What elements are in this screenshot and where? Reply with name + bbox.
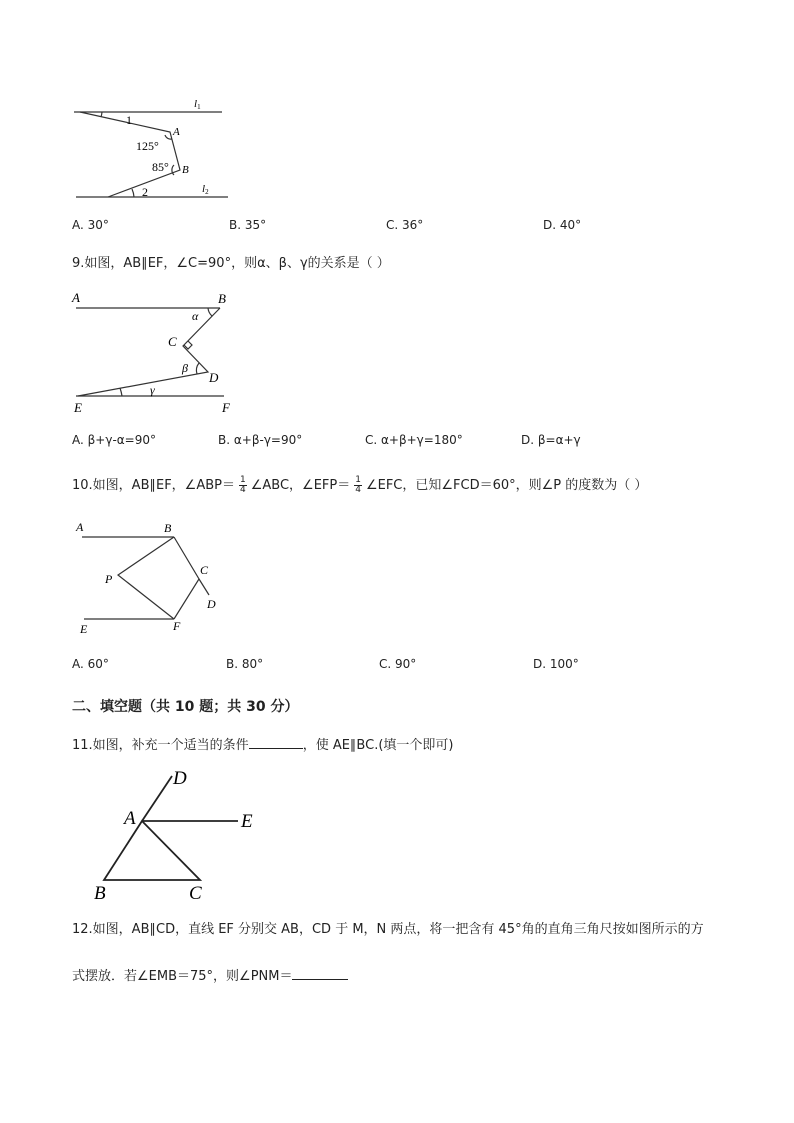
q9-question-text: 9.如图，AB∥EF，∠C=90°，则α、β、γ的关系是（ ）: [72, 256, 390, 271]
angle-2-arc: [132, 189, 134, 197]
label-q11-a: A: [124, 808, 136, 829]
q9-option-c[interactable]: C. α+β+γ=180°: [365, 433, 463, 447]
q9-option-a[interactable]: A. β+γ-α=90°: [72, 433, 157, 447]
label-angle-2: 2: [142, 185, 148, 199]
ray-ad: [142, 776, 172, 821]
angle-alpha-arc: [208, 308, 212, 316]
q8-option-d[interactable]: D. 40°: [543, 218, 582, 232]
section-heading-fill-in: 二、填空题（共 10 题；共 30 分）: [72, 699, 299, 715]
label-q10-e: E: [80, 622, 88, 636]
label-q11-e: E: [241, 811, 253, 832]
label-q10-d: D: [207, 597, 216, 611]
label-q10-c: C: [200, 563, 209, 577]
fraction-one-quarter: $\frac{1}{4}$: [355, 475, 361, 495]
q12-question-line-1: 12.如图，AB∥CD，直线 EF 分别交 AB，CD 于 M，N 两点，将一把含有 45°角的直角三角尺按如图所示的方: [72, 922, 704, 937]
label-q9-d: D: [209, 370, 219, 385]
q10-option-d[interactable]: D. 100°: [533, 657, 579, 671]
triangle-abc: [104, 821, 200, 880]
q8-option-a[interactable]: A. 30°: [72, 218, 109, 232]
segment-cd: [199, 579, 209, 595]
q10-question-text: 10.如图，AB∥EF，∠ABP＝ $\frac{1}{4}$ ∠ABC，∠EFP＝ $\frac{1}{4}$ ∠EFC，已知∠FCD＝60°，则∠P 的度数为（ ）: [72, 475, 648, 495]
figure-q10: [70, 516, 230, 641]
q12-question-line-2: 式摆放．若∠EMB＝75°，则∠PNM＝: [72, 967, 348, 985]
label-angle-b: 85°: [152, 160, 169, 174]
label-angle-1: 1: [126, 113, 132, 127]
figure-q9: [70, 288, 245, 416]
q9-option-b[interactable]: B. α+β-γ=90°: [218, 433, 303, 447]
label-q9-e: E: [74, 400, 82, 415]
path-bpf: [118, 537, 174, 619]
angle-gamma-arc: [120, 388, 122, 396]
label-q10-b: B: [164, 521, 172, 535]
q8-option-c[interactable]: C. 36°: [386, 218, 424, 232]
figure-q8: [70, 95, 240, 205]
label-q10-p: P: [105, 572, 113, 586]
label-q10-f: F: [173, 619, 181, 633]
label-point-b: B: [182, 164, 189, 176]
angle-beta-arc: [196, 363, 199, 374]
zigzag-bcde: [78, 308, 220, 396]
figure-q11: [88, 764, 268, 906]
label-l1: l1: [194, 98, 201, 111]
label-beta: β: [182, 361, 188, 375]
label-q9-f: F: [222, 400, 230, 415]
q11-answer-blank[interactable]: [249, 736, 303, 749]
label-point-a: A: [173, 126, 180, 138]
label-angle-a: 125°: [136, 139, 159, 153]
angle-b-arc: [172, 165, 174, 175]
label-q9-b: B: [218, 291, 226, 306]
q9-option-d[interactable]: D. β=α+γ: [521, 433, 581, 447]
q8-option-b[interactable]: B. 35°: [229, 218, 267, 232]
label-q9-c: C: [168, 334, 177, 349]
label-q10-a: A: [76, 520, 84, 534]
label-q11-c: C: [189, 883, 202, 904]
q12-answer-blank[interactable]: [292, 967, 348, 980]
label-q9-a: A: [72, 290, 80, 305]
q10-option-b[interactable]: B. 80°: [226, 657, 264, 671]
label-q11-b: B: [94, 883, 106, 904]
label-l2: l2: [202, 183, 209, 196]
label-alpha: α: [192, 309, 199, 323]
label-q11-d: D: [173, 768, 187, 789]
q10-option-c[interactable]: C. 90°: [379, 657, 417, 671]
label-gamma: γ: [150, 383, 155, 397]
angle-1-arc: [101, 112, 102, 117]
fraction-one-quarter: $\frac{1}{4}$: [239, 475, 246, 495]
q10-option-a[interactable]: A. 60°: [72, 657, 109, 671]
path-bcf: [174, 537, 199, 619]
q11-question-text: 11.如图，补充一个适当的条件 ，使 AE∥BC.(填一个即可): [72, 738, 454, 753]
